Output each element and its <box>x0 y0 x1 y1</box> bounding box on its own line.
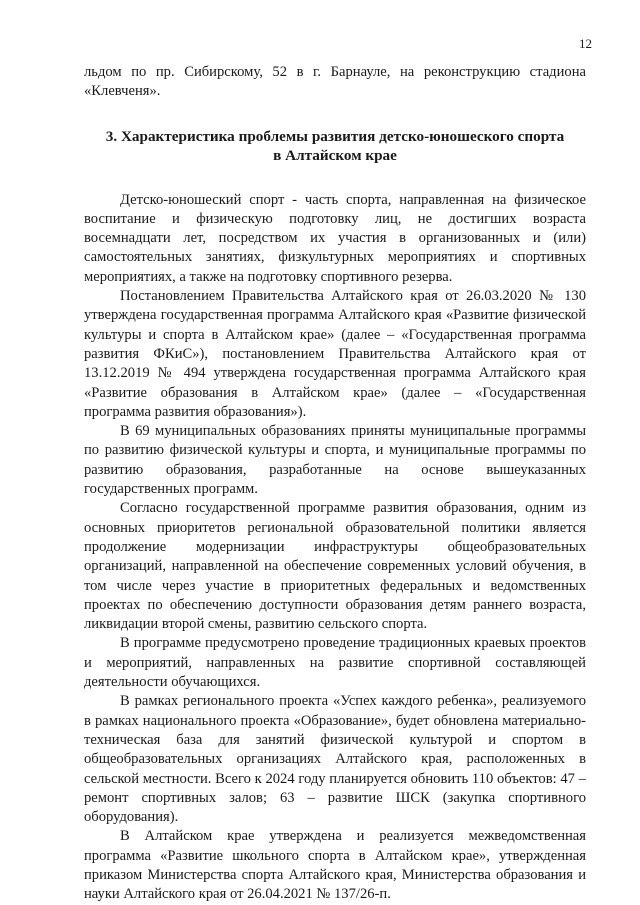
paragraph-municipal-programs: В 69 муниципальных образованиях приняты муниципальные программы по развитию физической культуры и спорта, и муниципальные программы по развитию образования, разработанные на основе вышеуказанных государственных программ. <box>84 423 586 498</box>
section-heading-line-2: в Алтайском крае <box>273 147 397 165</box>
paragraph-success-project: В рамках регионального проекта «Успех каждого ребенка», реализуемого в рамках национального проекта «Образование», будет обновлена материально-техническая база для занятий физической культурой и спортом в общеобразовательных организациях Алтайского края, расположенных в сельской местности. Всего к 2024 году планируется обновить 110 объектов: 47 – ремонт спортивных залов; 63 – развитие ШСК (закупка спортивного оборудования). <box>84 693 586 826</box>
section-heading-line-1: 3. Характеристика проблемы развития детско-юношеского спорта <box>105 127 565 145</box>
page-number: 12 <box>579 36 592 51</box>
paragraph-school-sport: В Алтайском крае утверждена и реализуется межведомственная программа «Развитие школьного спорта в Алтайском крае», утвержденная приказом Министерства спорта Алтайского края, Министерства образования и науки Алтайского края от 26.04.2021 № 137/26-п. <box>84 828 586 903</box>
paragraph-projects: В программе предусмотрено проведение традиционных краевых проектов и мероприятий, направленных на развитие спортивной составляющей деятельности обучающихся. <box>84 635 586 691</box>
paragraph-state-programs: Постановлением Правительства Алтайского края от 26.03.2020 № 130 утверждена государственная программа Алтайского края «Развитие физической культуры и спорта в Алтайском крае» (далее – «Государственная программа развития ФКиС»), постановлением Правительства Алтайского края от 13.12.2019 № 494 утверждена государственная программа Алтайского края «Развитие образования в Алтайском крае» (далее – «Государственная программа развития образования»). <box>84 288 586 420</box>
document-body <box>84 63 586 905</box>
paragraph-definition: Детско-юношеский спорт - часть спорта, направленная на физическое воспитание и физическую подготовку лиц, не достигших возраста восемнадцати лет, посредством их участия в организованных и (или) самостоятельных занятиях, физкультурных мероприятиях и спортивных мероприятиях, а также на подготовку спортивного резерва. <box>84 191 586 285</box>
section-heading <box>84 127 586 166</box>
paragraph-priorities: Согласно государственной программе развития образования, одним из основных приоритетов региональной образовательной политики является продолжение модернизации инфраструктуры общеобразовательных организаций, направленной на обеспечение современных условий обучения, в том числе через участие в приоритетных федеральных и ведомственных проектах по обеспечению доступности образования детям раннего возраста, ликвидации второй смены, развитию сельского спорта. <box>84 500 586 633</box>
lead-paragraph: льдом по пр. Сибирскому, 52 в г. Барнауле, на реконструкцию стадиона «Клевченя». <box>84 64 586 100</box>
